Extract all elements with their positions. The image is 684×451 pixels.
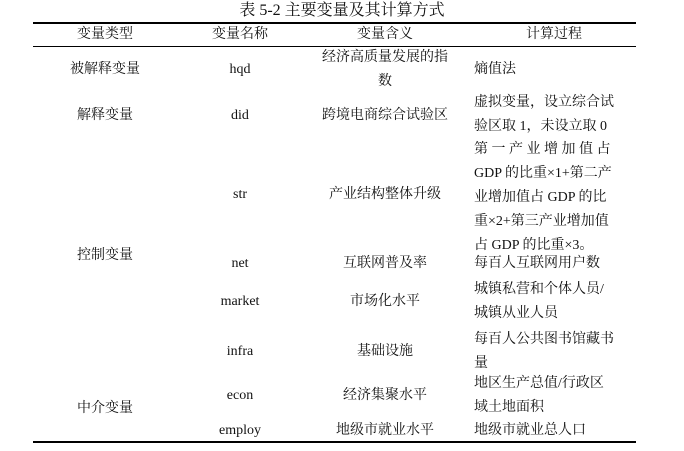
- calc-line: 占 GDP 的比重×3。: [474, 238, 594, 253]
- row-employ-meaning: 地级市就业水平: [336, 423, 434, 438]
- row-infra-meaning: 基础设施: [357, 344, 413, 359]
- row-market-name: market: [220, 294, 260, 309]
- row-econ-meaning: 经济集聚水平: [343, 388, 427, 403]
- row-net-calc: 每百人互联网用户数: [474, 256, 600, 271]
- calc-line: GDP 的比重×1+第二产: [474, 166, 612, 181]
- row-econ-calc: [474, 372, 634, 420]
- row-net-meaning: 互联网普及率: [343, 256, 427, 271]
- calc-line: 域土地面积: [474, 400, 544, 415]
- calc-line: 量: [474, 356, 488, 371]
- calc-line: 第 一 产 业 增 加 值 占: [474, 142, 611, 157]
- header-var-meaning: 变量含义: [357, 27, 413, 42]
- header-var-type: 变量类型: [77, 27, 133, 42]
- header-var-name: 变量名称: [212, 27, 268, 42]
- group-mediator: 中介变量: [77, 401, 133, 416]
- row-hqd-name: hqd: [229, 62, 251, 77]
- calc-line: 重×2+第三产业增加值: [474, 214, 609, 229]
- row-hqd-calc: 熵值法: [474, 62, 516, 77]
- row-infra-calc: [474, 328, 634, 376]
- meaning-line: 经济高质量发展的指: [322, 50, 448, 65]
- header-calc: 计算过程: [526, 27, 582, 42]
- row-did-meaning: 跨境电商综合试验区: [322, 108, 448, 123]
- calc-line: 城镇从业人员: [474, 306, 558, 321]
- row-hqd-meaning: [305, 46, 465, 94]
- calc-line: 虚拟变量，设立综合试: [474, 95, 614, 110]
- group-control: 控制变量: [77, 248, 133, 263]
- row-str-meaning: 产业结构整体升级: [329, 187, 441, 202]
- row-did-calc: [474, 91, 634, 139]
- row-str-calc: [474, 138, 634, 258]
- calc-line: 地区生产总值/行政区: [474, 376, 604, 391]
- group-explanatory: 解释变量: [77, 108, 133, 123]
- row-econ-name: econ: [226, 388, 254, 403]
- calc-line: 每百人公共图书馆藏书: [474, 332, 614, 347]
- table-caption: 表 5-2 主要变量及其计算方式: [239, 2, 445, 19]
- row-employ-calc: 地级市就业总人口: [474, 423, 586, 438]
- row-employ-name: employ: [219, 423, 261, 438]
- row-net-name: net: [231, 256, 249, 271]
- row-infra-name: infra: [226, 344, 254, 359]
- calc-line: 城镇私营和个体人员/: [474, 282, 604, 297]
- group-explained: 被解释变量: [70, 62, 140, 77]
- meaning-line: 数: [378, 74, 392, 89]
- row-str-name: str: [233, 187, 247, 202]
- row-market-meaning: 市场化水平: [350, 294, 420, 309]
- calc-line: 验区取 1，未设立取 0: [474, 119, 607, 134]
- row-market-calc: [474, 278, 634, 326]
- row-did-name: did: [231, 108, 249, 123]
- calc-line: 业增加值占 GDP 的比: [474, 190, 607, 205]
